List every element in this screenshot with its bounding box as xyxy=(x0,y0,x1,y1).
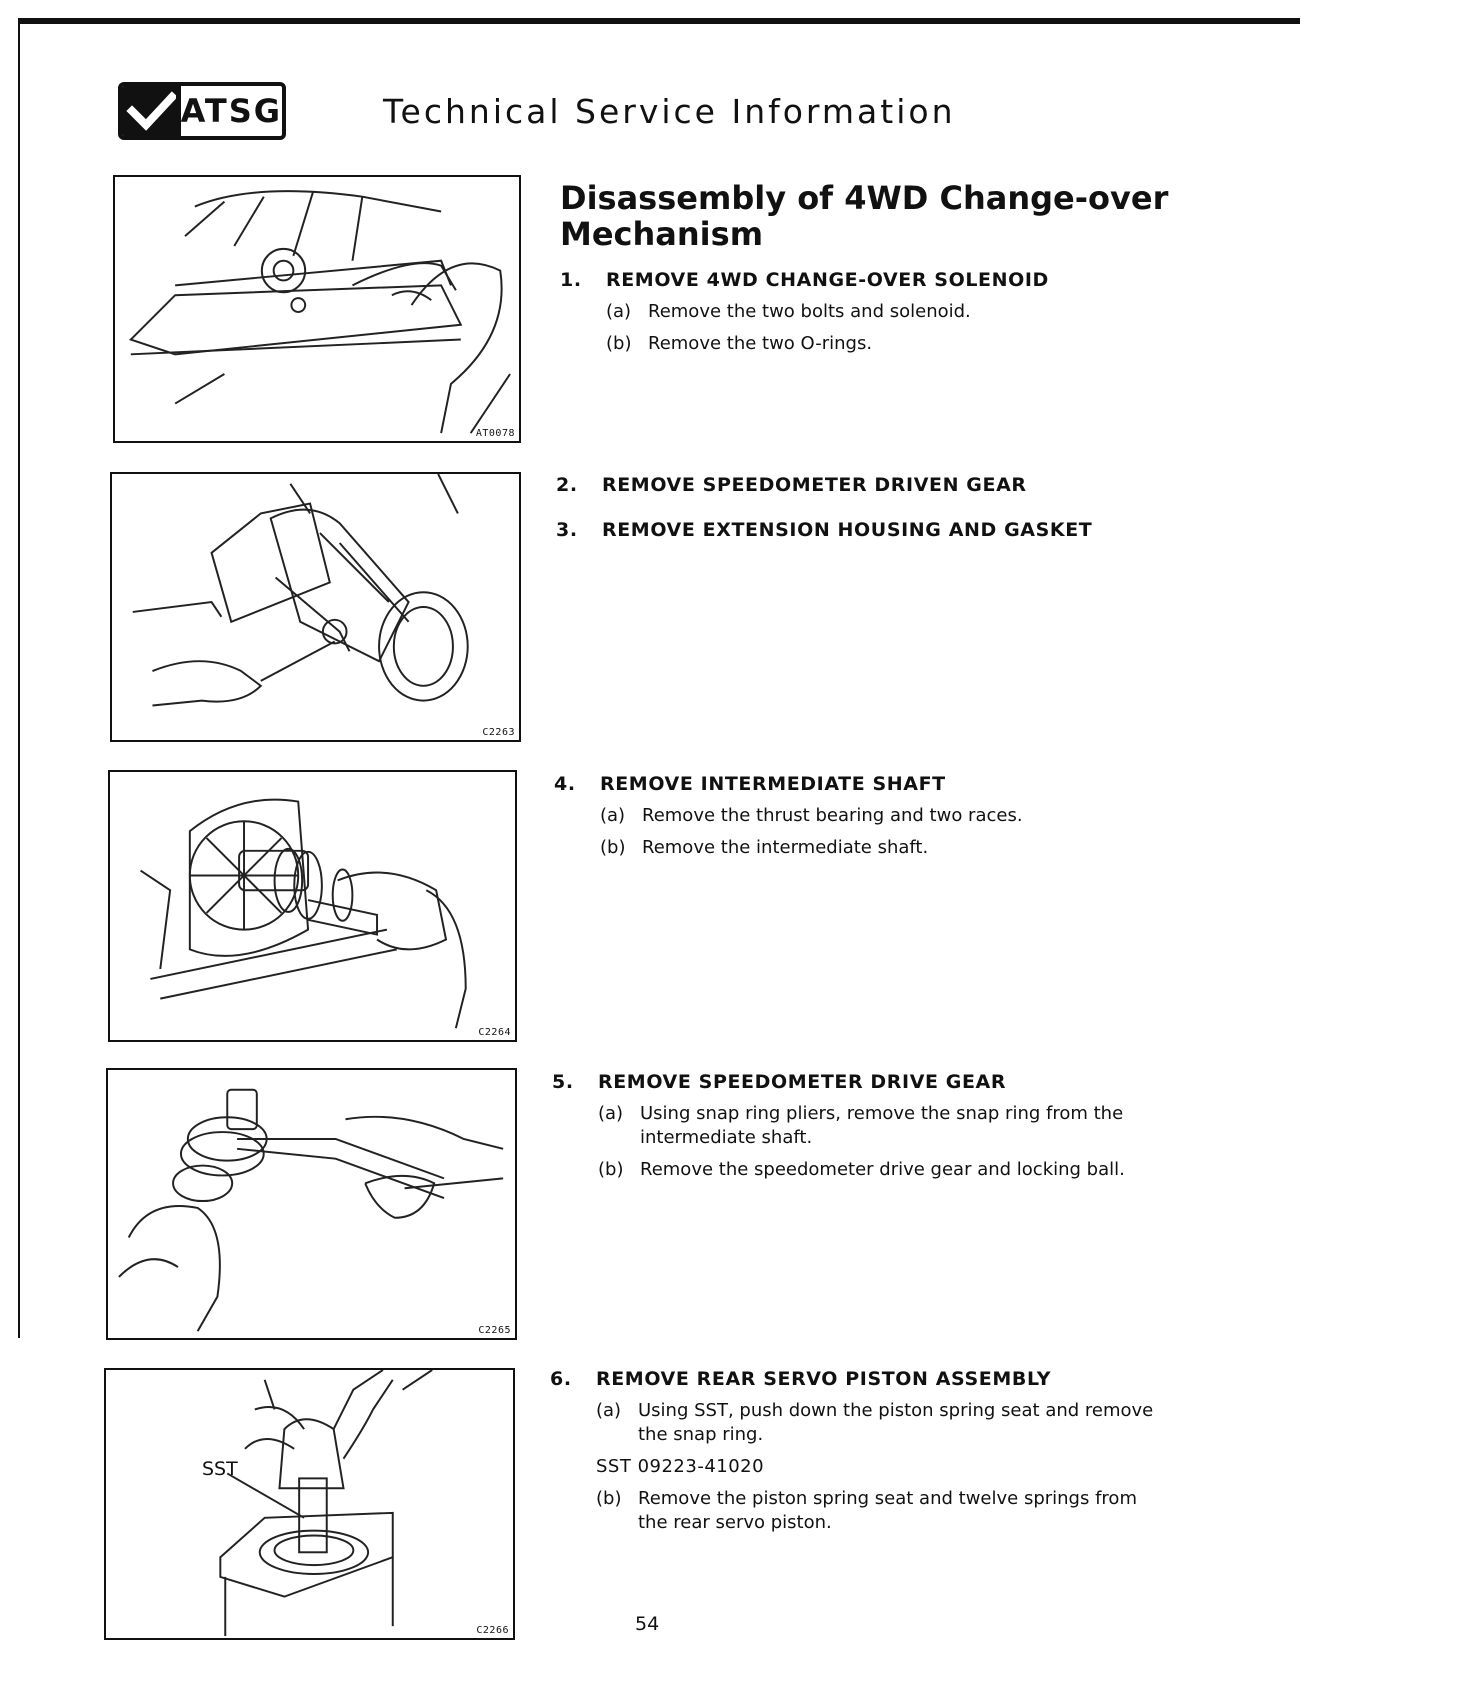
step-substep xyxy=(598,1158,1172,1182)
top-rule xyxy=(18,18,1300,24)
step-5 xyxy=(552,1070,1172,1182)
step-3 xyxy=(556,518,1176,542)
step-substep xyxy=(598,1102,1172,1150)
intermediate-shaft-removal-illustration xyxy=(110,772,515,1040)
step-6 xyxy=(550,1367,1170,1535)
figure-1 xyxy=(113,175,521,443)
step-title: REMOVE SPEEDOMETER DRIVE GEAR xyxy=(598,1071,1007,1093)
substep-text: Remove the two bolts and solenoid. xyxy=(648,301,971,322)
step-substep xyxy=(596,1487,1170,1535)
page-header-title: Technical Service Information xyxy=(383,92,956,131)
figure-code: AT0078 xyxy=(475,428,515,439)
step-number: 1. xyxy=(560,269,582,291)
section-title: Disassembly of 4WD Change-over Mechanism xyxy=(560,179,1169,253)
atsg-logo xyxy=(118,82,286,140)
step-heading xyxy=(550,1367,1170,1391)
sst-part-number: SST 09223-41020 xyxy=(596,1456,765,1477)
substep-text: Using SST, push down the piston spring seat and remove the snap ring. xyxy=(638,1400,1154,1445)
step-number: 2. xyxy=(556,474,578,496)
extension-housing-removal-illustration xyxy=(112,474,519,740)
step-number: 6. xyxy=(550,1368,572,1390)
step-heading xyxy=(552,1070,1172,1094)
substep-letter: (b) xyxy=(596,1488,622,1509)
step-2 xyxy=(556,473,1176,497)
step-heading xyxy=(560,268,1180,292)
step-number: 3. xyxy=(556,519,578,541)
substep-letter: (a) xyxy=(600,805,626,826)
step-heading xyxy=(556,518,1176,542)
step-title: REMOVE SPEEDOMETER DRIVEN GEAR xyxy=(602,474,1027,496)
step-substep xyxy=(600,804,1174,828)
step-substep xyxy=(596,1399,1170,1447)
step-title: REMOVE INTERMEDIATE SHAFT xyxy=(600,773,946,795)
step-substep xyxy=(606,300,1180,324)
rear-servo-sst-illustration xyxy=(106,1370,513,1638)
checkmark-icon xyxy=(122,86,181,136)
step-4 xyxy=(554,772,1174,860)
step-number: 5. xyxy=(552,1071,574,1093)
step-heading xyxy=(554,772,1174,796)
step-substep xyxy=(606,332,1180,356)
logo-text: ATSG xyxy=(180,92,282,130)
left-rule xyxy=(18,18,20,1338)
page-number: 54 xyxy=(635,1613,660,1635)
substep-letter: (a) xyxy=(606,301,632,322)
figure-code: C2265 xyxy=(478,1325,511,1336)
sst-callout-label: SST xyxy=(202,1458,238,1480)
substep-text: Remove the piston spring seat and twelve springs from the rear servo piston. xyxy=(638,1488,1137,1533)
substep-letter: (b) xyxy=(598,1159,624,1180)
step-number: 4. xyxy=(554,773,576,795)
figure-5 xyxy=(104,1368,515,1640)
substep-letter: (a) xyxy=(598,1103,624,1124)
step-title: REMOVE 4WD CHANGE-OVER SOLENOID xyxy=(606,269,1049,291)
figure-code: C2263 xyxy=(482,727,515,738)
step-heading xyxy=(556,473,1176,497)
substep-letter: (a) xyxy=(596,1400,622,1421)
substep-letter: (b) xyxy=(606,333,632,354)
step-title: REMOVE REAR SERVO PISTON ASSEMBLY xyxy=(596,1368,1052,1390)
figure-4 xyxy=(106,1068,517,1340)
figure-3 xyxy=(108,770,517,1042)
snap-ring-pliers-illustration xyxy=(108,1070,515,1338)
figure-2 xyxy=(110,472,521,742)
step-1 xyxy=(560,268,1180,356)
solenoid-removal-illustration xyxy=(115,177,519,441)
substep-text: Remove the speedometer drive gear and locking ball. xyxy=(640,1159,1125,1180)
substep-text: Remove the intermediate shaft. xyxy=(642,837,929,858)
step-title: REMOVE EXTENSION HOUSING AND GASKET xyxy=(602,519,1093,541)
substep-letter: (b) xyxy=(600,837,626,858)
substep-text: Remove the two O-rings. xyxy=(648,333,873,354)
figure-code: C2266 xyxy=(476,1625,509,1636)
substep-text: Using snap ring pliers, remove the snap ring from the intermediate shaft. xyxy=(640,1103,1124,1148)
figure-code: C2264 xyxy=(478,1027,511,1038)
substep-text: Remove the thrust bearing and two races. xyxy=(642,805,1023,826)
step-substep xyxy=(600,836,1174,860)
